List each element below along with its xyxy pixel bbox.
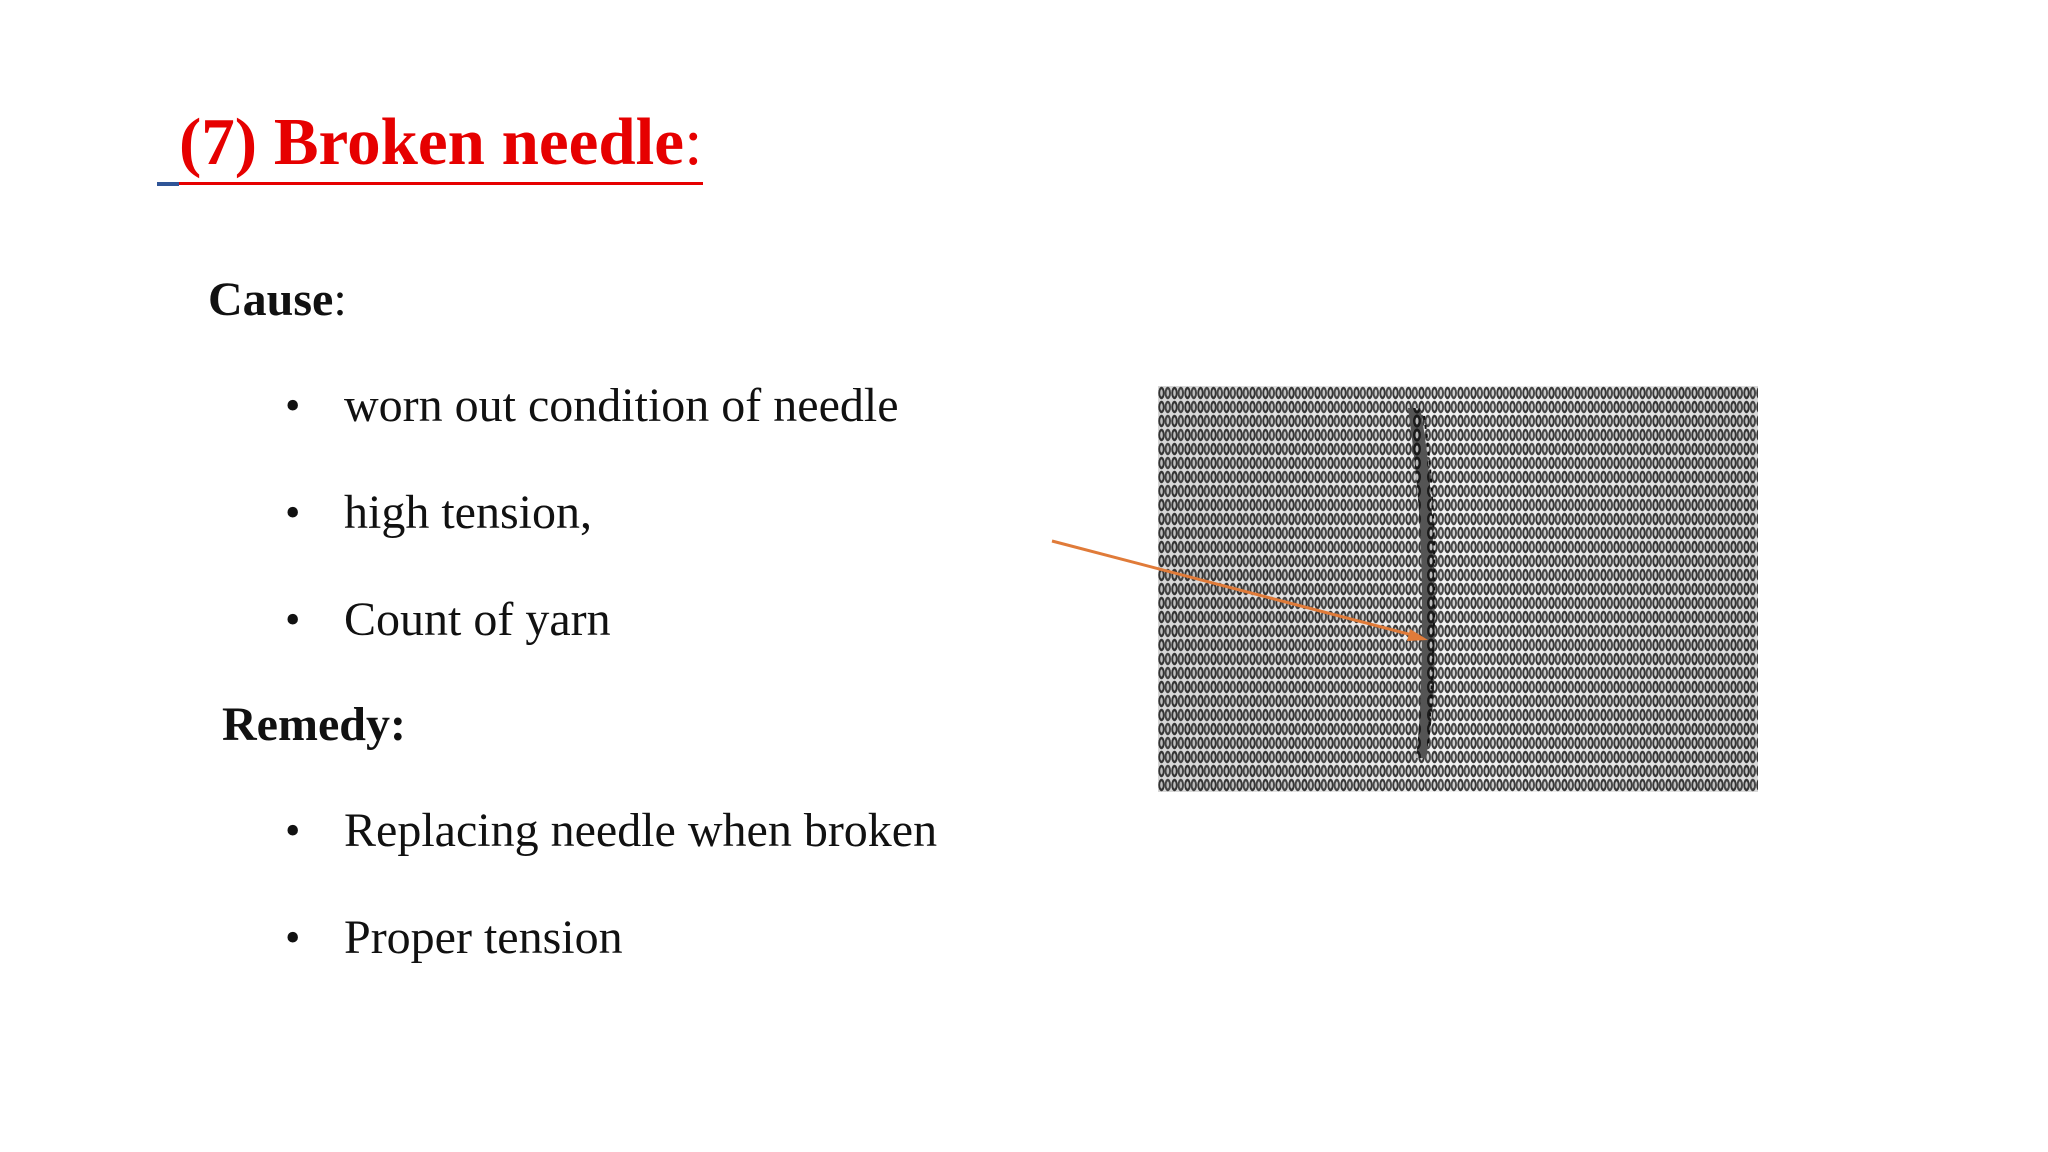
remedy-item-text: Proper tension [344,911,623,964]
cause-heading-text: Cause [208,273,334,326]
remedy-item-text: Replacing needle when broken [344,804,938,857]
bullet-icon: • [285,381,301,430]
remedy-heading [222,695,406,755]
cause-item-text: worn out condition of needle [344,379,899,432]
cause-heading [208,270,347,330]
bullet-icon: • [285,913,301,962]
bullet-icon: • [285,595,301,644]
cause-item-text: high tension, [344,486,592,539]
knitted-fabric-photo [1158,386,1758,792]
slide-title-colon: : [683,105,703,179]
slide-title [157,102,703,185]
bullet-icon: • [285,488,301,537]
remedy-heading-text: Remedy: [222,698,406,751]
bullet-icon: • [285,806,301,855]
title-underline-mark [157,182,179,186]
slide-title-text: (7) Broken needle [179,105,684,179]
cause-item-text: Count of yarn [344,593,611,646]
cause-heading-colon: : [333,273,347,326]
